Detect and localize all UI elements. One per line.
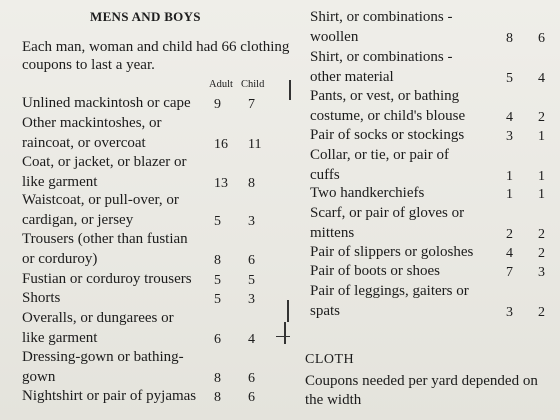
child-coupons: 11 <box>248 136 262 152</box>
coupon-item <box>22 270 192 290</box>
item-label: cuffs <box>310 166 340 183</box>
child-coupons: 2 <box>538 246 545 261</box>
adult-coupons: 5 <box>506 70 513 86</box>
coupon-item <box>310 87 465 126</box>
child-coupons: 3 <box>538 265 545 280</box>
child-coupons: 5 <box>248 273 255 288</box>
item-label: Scarf, or pair of gloves or <box>310 205 465 221</box>
item-label: Shirt, or combinations - <box>310 9 453 25</box>
adult-coupons: 8 <box>506 30 513 46</box>
item-label: Shirt, or combinations - <box>310 49 453 65</box>
child-coupons: 4 <box>538 70 545 86</box>
item-label: Two handkerchiefs <box>310 185 425 201</box>
pen-mark <box>284 322 286 344</box>
adult-coupons: 3 <box>506 129 513 144</box>
coupon-item <box>310 282 469 321</box>
adult-coupons: 13 <box>214 175 228 191</box>
child-coupons: 7 <box>248 97 255 112</box>
item-label: Waistcoat, or pull-over, or <box>22 192 179 208</box>
section-heading: MENS AND BOYS <box>90 9 201 24</box>
adult-coupons: 1 <box>506 168 513 184</box>
adult-coupons: 2 <box>506 226 513 242</box>
child-coupons: 6 <box>248 390 255 405</box>
adult-coupons: 7 <box>506 265 513 280</box>
child-coupons: 6 <box>248 252 255 268</box>
item-label: Unlined mackintosh or cape <box>22 95 191 111</box>
adult-coupons: 5 <box>214 273 221 288</box>
item-label: mittens <box>310 224 355 241</box>
adult-coupons: 8 <box>214 370 221 386</box>
item-label: Pair of boots or shoes <box>310 263 440 279</box>
coupon-item <box>310 8 453 47</box>
item-label: gown <box>22 368 56 385</box>
item-label: Collar, or tie, or pair of <box>310 147 449 163</box>
item-label: Trousers (other than fustian <box>22 231 188 247</box>
adult-coupons: 9 <box>214 97 221 112</box>
item-label: Pants, or vest, or bathing <box>310 88 460 104</box>
child-coupons: 1 <box>538 187 545 202</box>
adult-coupons: 1 <box>506 187 513 202</box>
coupon-item <box>310 48 453 87</box>
child-coupons: 6 <box>538 30 545 46</box>
item-label: spats <box>310 302 340 319</box>
child-coupons: 2 <box>538 304 545 320</box>
item-label: Nightshirt or pair of pyjamas <box>22 388 197 404</box>
item-label: cardigan, or jersey <box>22 211 134 228</box>
coupon-item <box>22 309 174 348</box>
child-coupons: 1 <box>538 129 545 144</box>
coupon-item <box>310 204 464 243</box>
item-label: other material <box>310 68 394 85</box>
coupon-item <box>22 114 162 153</box>
child-coupons: 1 <box>538 168 545 184</box>
coupon-item <box>310 243 473 263</box>
coupon-item <box>22 387 196 407</box>
item-label: like garment <box>22 329 98 346</box>
coupon-item <box>22 348 184 387</box>
coupon-item <box>310 146 449 185</box>
child-coupons: 3 <box>248 213 255 229</box>
adult-coupons: 8 <box>214 252 221 268</box>
coupon-item <box>22 289 60 309</box>
child-coupons: 2 <box>538 226 545 242</box>
intro-text: Each man, woman and child had 66 clothing coupons to last a year. <box>22 39 290 73</box>
child-coupons: 4 <box>248 331 255 347</box>
coupon-item <box>22 191 179 230</box>
item-label: raincoat, or overcoat <box>22 134 146 151</box>
item-label: Fustian or corduroy trousers <box>22 271 192 287</box>
coupon-item <box>22 94 191 114</box>
adult-coupons: 8 <box>214 390 221 405</box>
adult-coupons: 4 <box>506 246 513 261</box>
item-label: Pair of slippers or goloshes <box>310 244 474 260</box>
item-label: Pair of socks or stockings <box>310 127 465 143</box>
item-label: woollen <box>310 28 359 45</box>
item-label: Coat, or jacket, or blazer or <box>22 154 187 170</box>
item-label: Shorts <box>22 290 61 306</box>
coupon-item <box>310 126 464 146</box>
adult-coupons: 3 <box>506 304 513 320</box>
adult-coupons: 6 <box>214 331 221 347</box>
pen-mark <box>289 80 291 100</box>
adult-coupons: 16 <box>214 136 228 152</box>
item-label: Dressing-gown or bathing- <box>22 349 184 365</box>
coupon-item <box>22 230 188 269</box>
cloth-heading: CLOTH <box>305 352 355 367</box>
item-label: costume, or child's blouse <box>310 107 466 124</box>
pen-mark <box>287 300 289 322</box>
child-coupons: 2 <box>538 109 545 125</box>
item-label: or corduroy) <box>22 250 98 267</box>
coupon-item <box>22 153 187 192</box>
item-label: Pair of leggings, gaiters or <box>310 283 469 299</box>
child-coupons: 8 <box>248 175 255 191</box>
coupon-item <box>310 184 424 204</box>
child-column-header: Child <box>241 79 265 90</box>
coupon-item <box>310 262 440 282</box>
cloth-text: Coupons needed per yard depended on the width <box>305 373 538 408</box>
item-label: Other mackintoshes, or <box>22 115 162 131</box>
child-coupons: 3 <box>248 292 255 307</box>
item-label: like garment <box>22 173 98 190</box>
pen-mark <box>276 336 290 337</box>
item-label: Overalls, or dungarees or <box>22 310 174 326</box>
adult-coupons: 5 <box>214 213 221 229</box>
adult-column-header: Adult <box>209 79 233 90</box>
adult-coupons: 5 <box>214 292 221 307</box>
adult-coupons: 4 <box>506 109 513 125</box>
child-coupons: 6 <box>248 370 255 386</box>
